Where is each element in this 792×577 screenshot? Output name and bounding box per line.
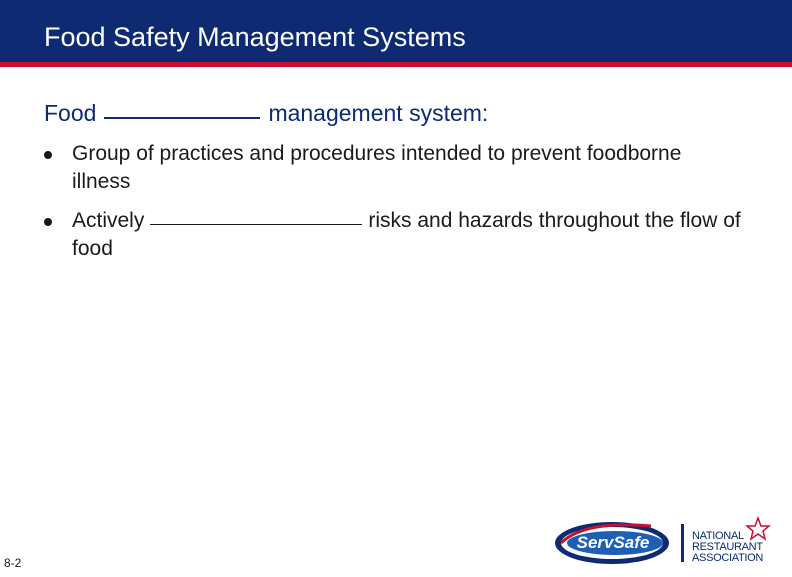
bullet-text-after-blank: risks and hazards throughout the flow of food <box>72 209 741 260</box>
heading-text-after-blank: management system: <box>268 100 489 126</box>
nra-logo-line1: NATIONAL <box>692 530 744 542</box>
slide-title: Food Safety Management Systems <box>44 22 466 52</box>
logo-graphics <box>555 516 787 572</box>
section-heading <box>44 98 488 128</box>
servsafe-logo-text: ServSafe <box>576 533 650 552</box>
heading-text-before-blank: Food <box>44 100 97 126</box>
slide-number: 8-2 <box>4 556 22 570</box>
nra-logo-line2: RESTAURANT <box>692 541 763 553</box>
servsafe-logo <box>555 522 669 564</box>
star-icon <box>747 518 769 539</box>
fill-in-blank <box>104 99 260 119</box>
logo-group <box>555 516 787 572</box>
bullet-icon <box>44 151 52 159</box>
title-bar-accent-stripe <box>0 62 792 67</box>
bullet-list <box>44 140 744 274</box>
bullet-text: Group of practices and procedures intended to prevent foodborne illness <box>72 142 682 193</box>
nra-logo <box>692 518 769 564</box>
fill-in-blank <box>150 208 362 225</box>
bullet-text-before-blank: Actively <box>72 209 145 232</box>
bullet-item <box>44 207 744 263</box>
logo-divider <box>681 524 684 562</box>
bullet-icon <box>44 218 52 226</box>
bullet-item <box>44 140 744 196</box>
nra-logo-line3: ASSOCIATION <box>692 552 764 564</box>
